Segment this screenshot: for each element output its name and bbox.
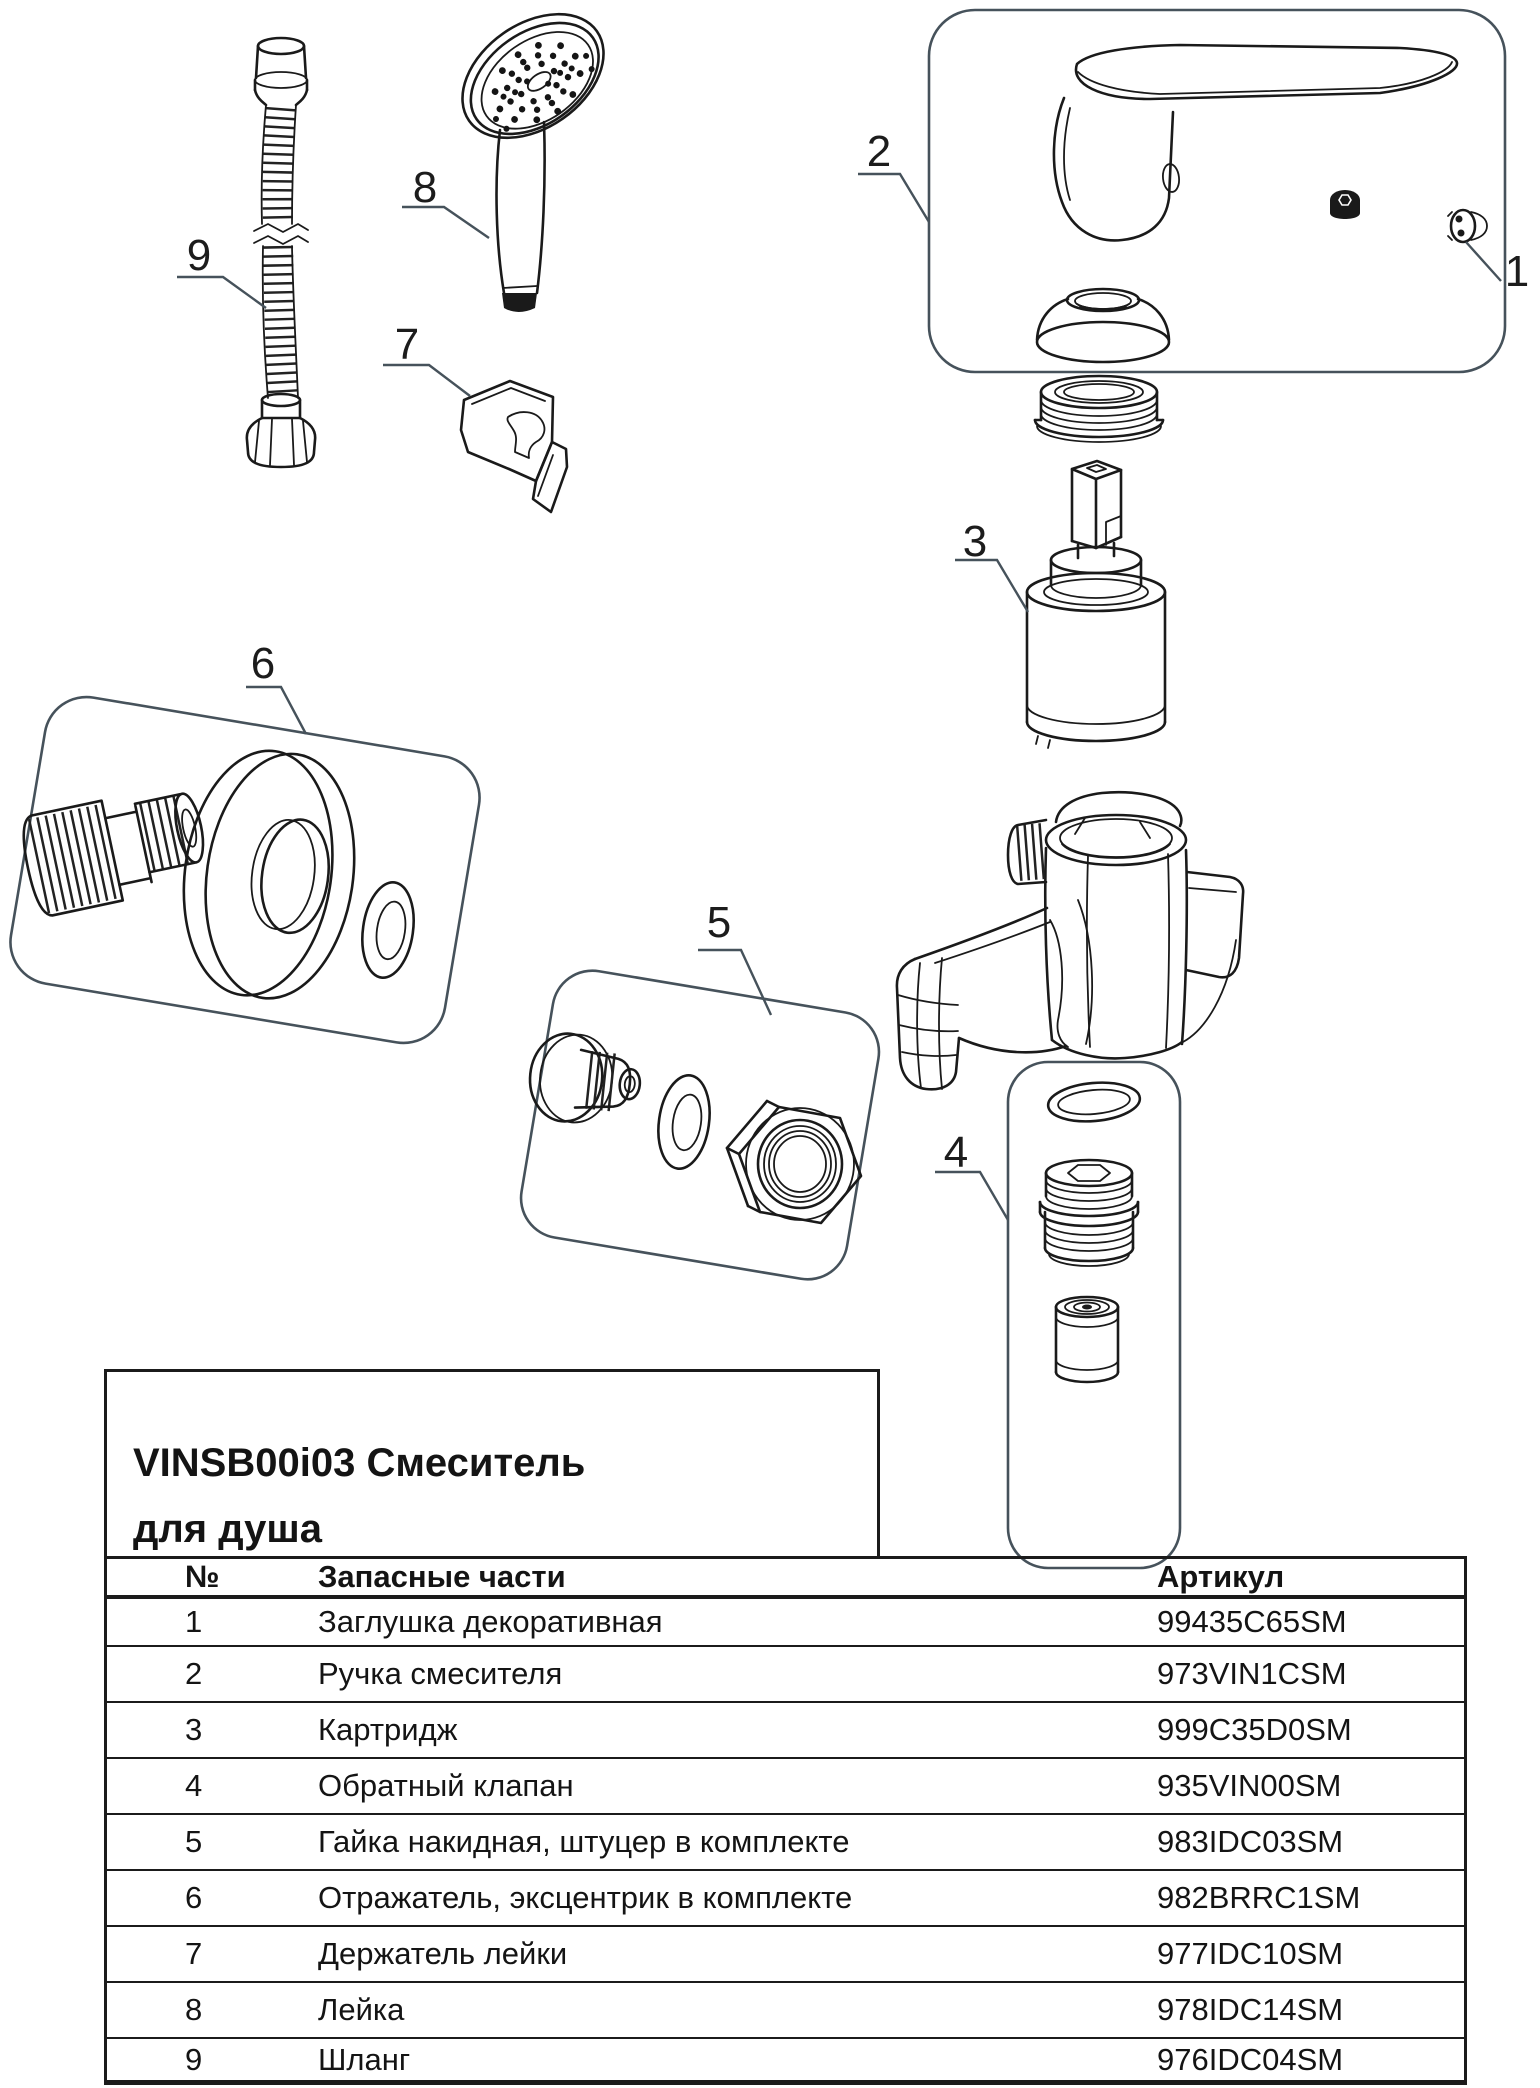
header-name: Запасные части [318,1559,566,1594]
union-nut-drawing [727,1101,861,1223]
fitting-drawing [526,1030,645,1129]
cell-article: 999C35D0SM [1157,1712,1352,1747]
table-row [107,1645,1464,1701]
cell-num: 7 [185,1936,203,1971]
cell-name: Шланг [318,2041,411,2077]
dome-cap-drawing [1037,289,1169,362]
part-labels [187,127,1529,1177]
check-valve-group-box [1008,1062,1180,1568]
shower-head-drawing [439,0,626,312]
cell-num: 1 [185,1604,203,1639]
table-row [107,1701,1464,1757]
spare-parts-table [104,1556,1467,2085]
cell-num: 4 [185,1768,203,1803]
cell-num: 9 [185,2041,203,2077]
cell-article: 99435C65SM [1157,1604,1347,1639]
table-row [107,1925,1464,1981]
part-label-8: 8 [412,163,438,212]
part-label-5: 5 [706,898,732,947]
part-label-6: 6 [250,639,276,688]
plug-drawing [1448,210,1487,242]
table-row [107,1813,1464,1869]
set-screw-drawing [1330,190,1360,219]
holder-drawing [461,381,567,512]
cell-name: Держатель лейки [318,1936,568,1971]
washer-drawing [357,879,420,981]
cell-article: 973VIN1CSM [1157,1656,1347,1691]
cell-article: 982BRRC1SM [1157,1880,1361,1915]
cell-name: Обратный клапан [318,1768,574,1803]
valve-core-drawing [1056,1297,1118,1382]
cell-num: 3 [185,1712,203,1747]
cell-name: Гайка накидная, штуцер в комплекте [318,1824,850,1859]
cell-name: Ручка смесителя [318,1656,563,1691]
part-label-4: 4 [943,1128,969,1177]
table-row [107,1981,1464,2037]
leader-lines [177,174,1501,1220]
header-num: № [185,1559,220,1594]
o-ring-drawing [1047,1079,1142,1125]
table-header-row [107,1559,1464,1597]
mixer-body-drawing [897,792,1243,1089]
check-valve-drawing [1040,1160,1138,1266]
part-label-7: 7 [394,320,420,369]
cell-name: Отражатель, эксцентрик в комплекте [318,1880,853,1915]
part-label-1: 1 [1504,247,1530,296]
part-label-3: 3 [962,517,988,566]
cell-article: 976IDC04SM [1157,2041,1344,2077]
table-row [107,1757,1464,1813]
cell-num: 6 [185,1880,203,1915]
cell-article: 983IDC03SM [1157,1824,1344,1859]
handle-group-box [929,10,1505,372]
hose-drawing [247,38,315,467]
table-row [107,1869,1464,1925]
part-label-2: 2 [866,127,892,176]
handle-drawing [1054,45,1457,240]
cell-name: Лейка [318,1992,405,2027]
retaining-ring-drawing [1035,376,1163,442]
washer-5-drawing [653,1072,716,1172]
cell-num: 5 [185,1824,203,1859]
table-row [107,2037,1464,2080]
cell-num: 2 [185,1656,203,1691]
title-block [104,1369,880,1556]
cartridge-drawing [1027,461,1165,748]
table-row [107,1597,1464,1645]
reflector-drawing [169,741,370,1008]
cell-article: 977IDC10SM [1157,1936,1344,1971]
cell-name: Заглушка декоративная [318,1604,663,1639]
header-article: Артикул [1157,1559,1285,1594]
cell-article: 935VIN00SM [1157,1768,1342,1803]
cell-name: Картридж [318,1712,458,1747]
part-label-9: 9 [186,231,212,280]
product-title-line1: VINSB00i03 Смеситель [133,1441,586,1485]
cell-num: 8 [185,1992,203,2027]
cell-article: 978IDC14SM [1157,1992,1344,2027]
product-title-line2: для душа [133,1507,322,1551]
